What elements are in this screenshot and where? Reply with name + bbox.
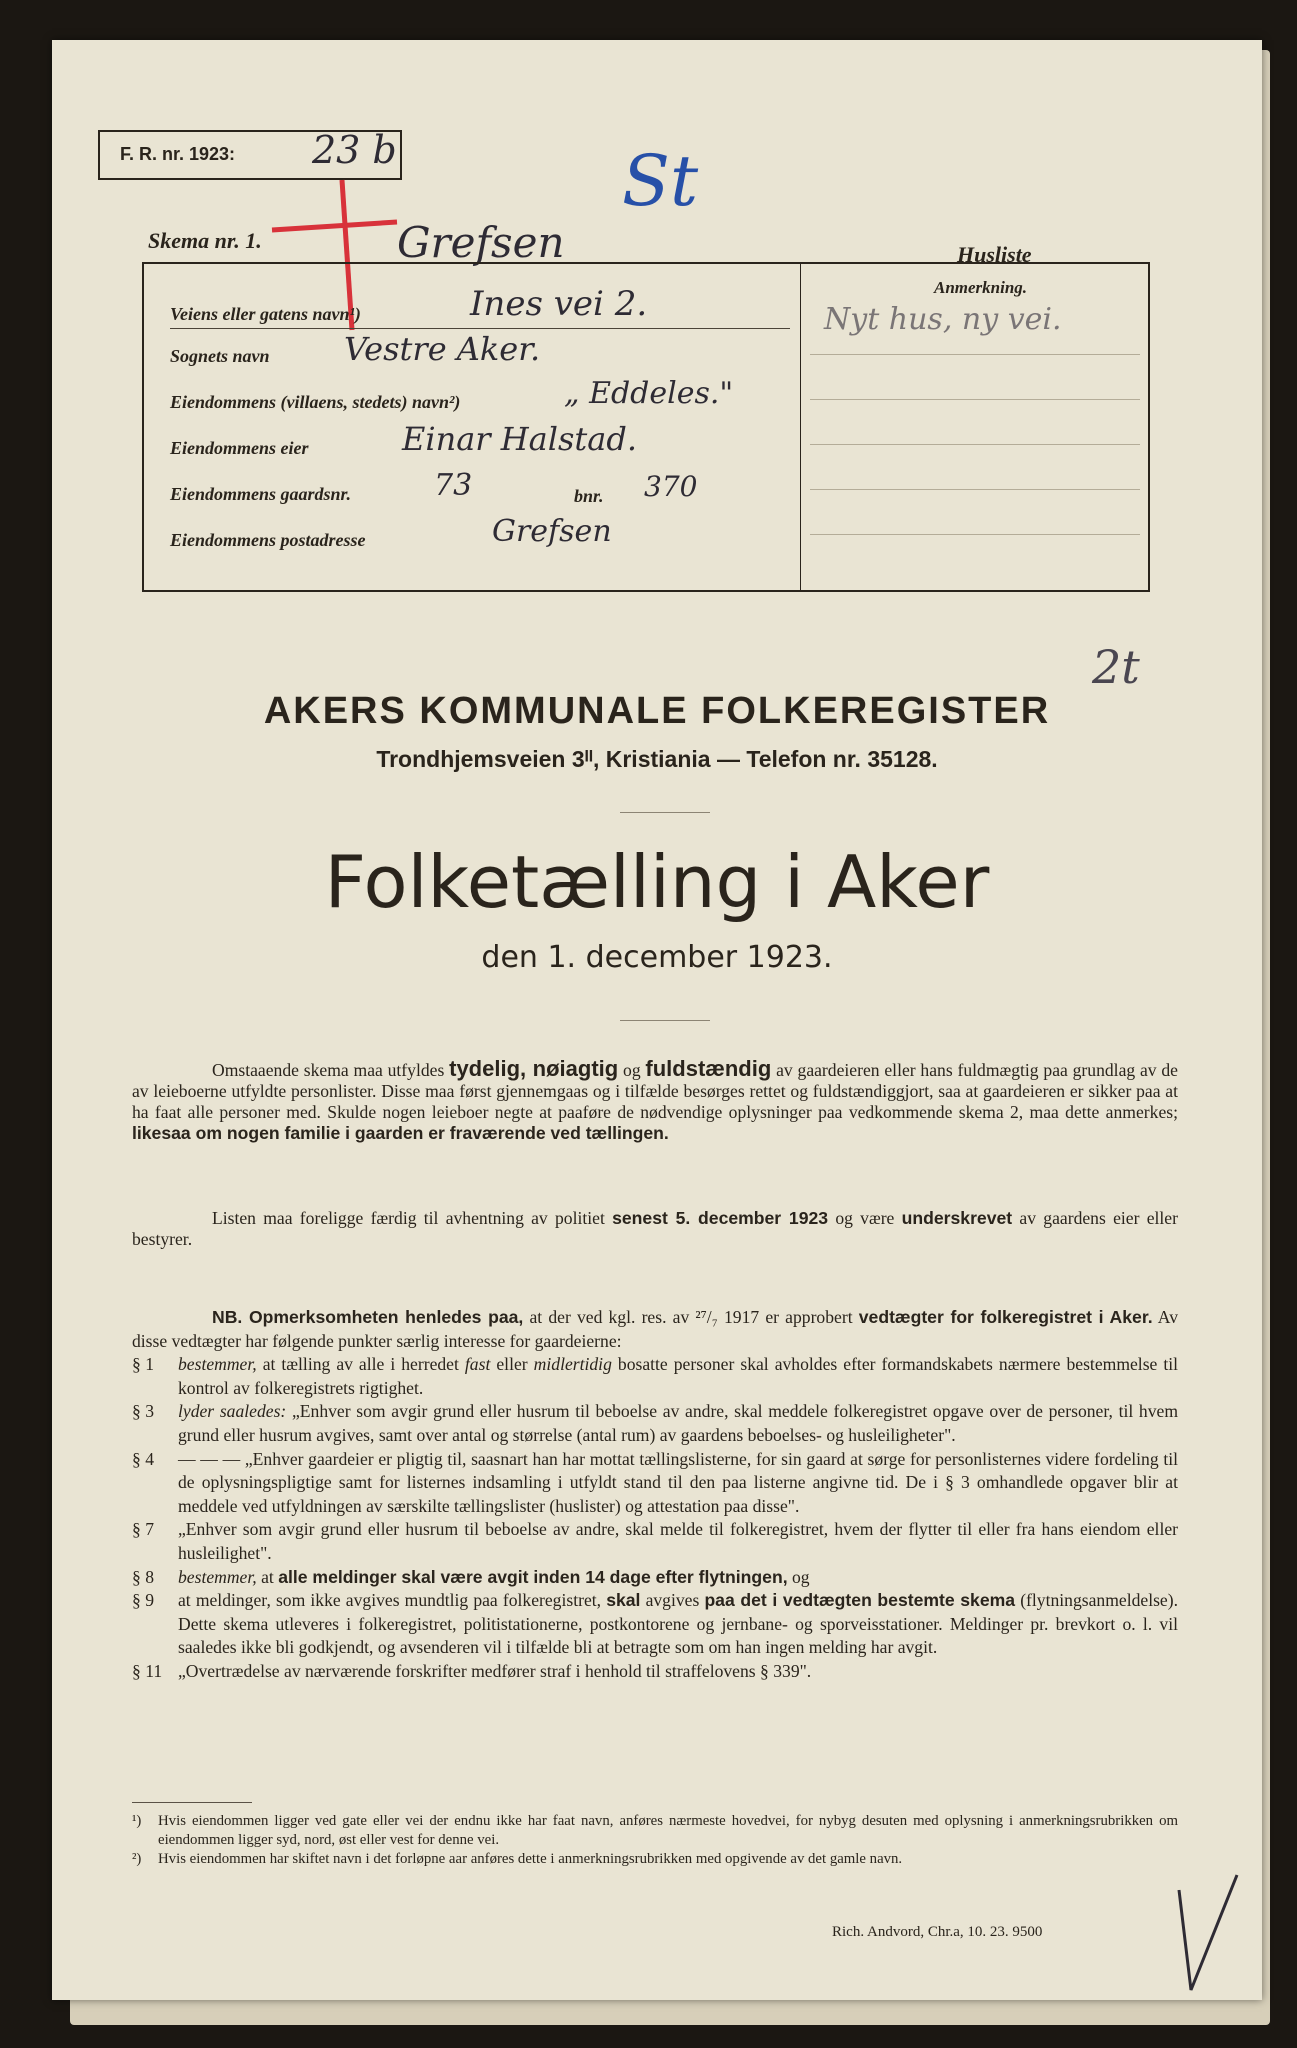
text: fast [464,1354,491,1375]
office-address: Trondhjemsveien 3ᴵᴵ, Kristiania — Telefon nr. 35128. [376,746,938,772]
row-value-parish: Vestre Aker. [344,330,541,368]
section-8 [132,1566,1178,1590]
note-line [810,399,1140,400]
separator [620,1020,710,1021]
text: bestemmer, [178,1566,257,1587]
emphasis: alle meldinger skal være avgit inden 14 dage efter flytningen, [278,1566,788,1587]
form-divider [800,264,801,590]
office-name: AKERS KOMMUNALE FOLKEREGISTER [263,690,1051,732]
bnr-value: 370 [644,470,698,503]
property-form-box [142,262,1150,592]
row-value-property-name: „ Eddeles." [564,376,734,411]
text: „Enhver som avgir grund eller husrum til beboelse av andre, skal melde til folkeregistret, hvem der flytter til eller fra hans eiendom eller husleilighet". [178,1519,1178,1563]
instructions-paragraph-2 [132,1208,1178,1250]
emphasis: likesaa om nogen familie i gaarden er fraværende ved tællingen. [132,1123,669,1143]
row-label-postadresse: Eiendommens postadresse [170,530,366,550]
fr-number-label: F. R. nr. 1923: [120,144,236,164]
census-title: Folketælling i Aker [324,840,990,924]
text: avgives [645,1590,700,1611]
fr-number-value: 23 b [312,128,397,172]
section-9 [132,1589,1178,1660]
text: av gaardens eier eller bestyrer. [132,1208,1178,1249]
husliste-label: Husliste [957,242,1032,267]
census-date: den 1. december 1923. [481,940,833,975]
text: (flytningsanmeldelse). Dette skema utleveres i folkeregistret, politistationerne, postkontorene og jernbane- og sporveisstationer. Meldinger pr. brevkort o. l. vil saaledes ikke bli godkjendt, og avsenderen vil i tilfælde bli at betragte som om han ingen melding har avgit. [178,1590,1178,1658]
footnote-number: ¹) [132,1813,142,1829]
emphasis: paa det i vedtægten bestemte skema [704,1590,1016,1611]
text: bosatte personer skal avholdes efter formandskabets nærmere bestemmelse til kontrol av folkeregistrets rigtighet. [178,1354,1179,1398]
nb-section [132,1306,1178,1684]
section-7 [132,1518,1178,1565]
text: og [623,1060,641,1080]
row-label-property-name: Eiendommens (villaens, stedets) navn²) [170,392,461,412]
text: lyder saaledes: [178,1401,287,1422]
section-3 [132,1400,1178,1447]
text: at [261,1566,274,1587]
note-line [810,354,1140,355]
text: og [792,1566,810,1587]
anmerkning-value: Nyt hus, ny vei. [824,302,1062,337]
anmerkning-label: Anmerkning. [934,278,1028,297]
section-1 [132,1353,1178,1400]
check-mark [1167,1870,1247,2000]
footnote-separator [132,1802,252,1803]
text: av gaardeieren eller hans fuldmægtig paa grundlag av de av leieboerne utfyldte personlister. Disse maa først gjennemgaas og i tilfælde besørges rettet og fuldstændiggjort, saa at gaardeieren er sikker paa at ha faat alle personer med. Skulde nogen leieboer negte at paaføre de nødvendige oplysninger paa vedkommende skema 2, maa dette anmerkes; [132,1060,1178,1122]
section-11 [132,1660,1178,1684]
section-number: § 7 [132,1519,154,1540]
row-label-owner: Eiendommens eier [170,438,309,458]
emphasis: skal [606,1590,641,1611]
row-label-parish: Sognets navn [170,346,270,366]
text: — — — „Enhver gaardeier er pligtig til, saasnart han har mottat tællingslisterne, for sin gaard at sørge for personlisternes videre fordeling til de oplysningspligtige samt for listernes indsamling i utfyldt stand til den paa listerne angivne tid. De i § 3 omhandlede opgaver blir at meddele ved utfyldningen av særskilte tællingslister (huslister) og attestation paa disse". [178,1448,1178,1516]
text: og være [835,1208,895,1228]
emphasis: NB. Opmerksomheten henledes paa, [212,1307,524,1327]
text: at tælling av alle i herredet [262,1354,459,1375]
section-number: § 11 [132,1660,163,1681]
row-line [170,328,790,329]
text: „Enhver som avgir grund eller husrum til beboelse av andre, skal meddele folkeregistret opgave over de personer, til hvem grund eller husrum avgives, samt over antal og størrelse (antal rum) av gaardens beboelses- og husleiligheter". [178,1401,1179,1445]
census-form-page [52,40,1262,2000]
section-4 [132,1448,1178,1519]
row-label-gaardsnr: Eiendommens gaardsnr. [170,484,352,504]
emphasis: underskrevet [901,1208,1013,1228]
text: „Overtrædelse av nærværende forskrifter medfører straf i henhold til straffelovens § 339". [178,1660,812,1681]
printer-imprint: Rich. Andvord, Chr.a, 10. 23. 9500 [832,1924,1043,1940]
side-pencil-mark: 2t [1092,640,1140,694]
row-value-street: Ines vei 2. [470,284,648,324]
text: Hvis eiendommen har skiftet navn i det forløpne aar anføres dette i anmerkningsrubrikken med opgivende av det gamle navn. [158,1851,903,1867]
note-line [810,489,1140,490]
text: bestemmer, [178,1354,257,1375]
section-number: § 3 [132,1401,154,1422]
row-value-gaardsnr: 73 [434,468,473,503]
bnr-label: bnr. [574,486,604,506]
text: eller [496,1354,528,1375]
text: Hvis eiendommen ligger ved gate eller vei der endnu ikke har faat navn, anføres nærmeste hovedvei, for nybyg desuten med oplysning i anmerkningsrubrikken om eiendommen ligger syd, nord, øst eller vest for denne vei. [158,1813,1178,1848]
emphasis: senest 5. december 1923 [612,1208,829,1228]
skema-place: Grefsen [397,218,565,267]
emphasis: vedtægter for folkeregistret i Aker. [858,1307,1153,1327]
section-number: § 4 [132,1448,154,1469]
row-value-owner: Einar Halstad. [402,420,637,458]
footnote-2 [132,1850,1178,1869]
row-value-postadresse: Grefsen [492,514,612,549]
text: at der ved kgl. res. av ²⁷/₇ 1917 er approbert [529,1307,853,1327]
footnote-number: ²) [132,1851,142,1867]
blue-pencil-mark: St [622,140,699,222]
text: midlertidig [533,1354,612,1375]
footnotes [132,1812,1178,1869]
instructions-paragraph-1 [132,1058,1178,1144]
footnote-1 [132,1812,1178,1850]
nb-intro [132,1306,1178,1353]
separator [620,812,710,813]
section-number: § 9 [132,1590,154,1611]
emphasis: fuldstændig [645,1056,772,1081]
section-number: § 8 [132,1566,154,1587]
text: Omstaaende skema maa utfyldes [212,1060,445,1080]
text: at meldinger, som ikke avgives mundtlig paa folkeregistret, [178,1590,602,1611]
text: Av disse vedtægter har følgende punkter særlig interesse for gaardeierne: [132,1307,1178,1351]
section-number: § 1 [132,1354,154,1375]
skema-label: Skema nr. 1. [148,228,262,253]
text: Listen maa foreligge færdig til avhentning av politiet [212,1208,605,1228]
note-line [810,444,1140,445]
note-line [810,534,1140,535]
emphasis: tydelig, nøiagtig [449,1056,619,1081]
row-label-street: Veiens eller gatens navn¹) [170,304,361,324]
